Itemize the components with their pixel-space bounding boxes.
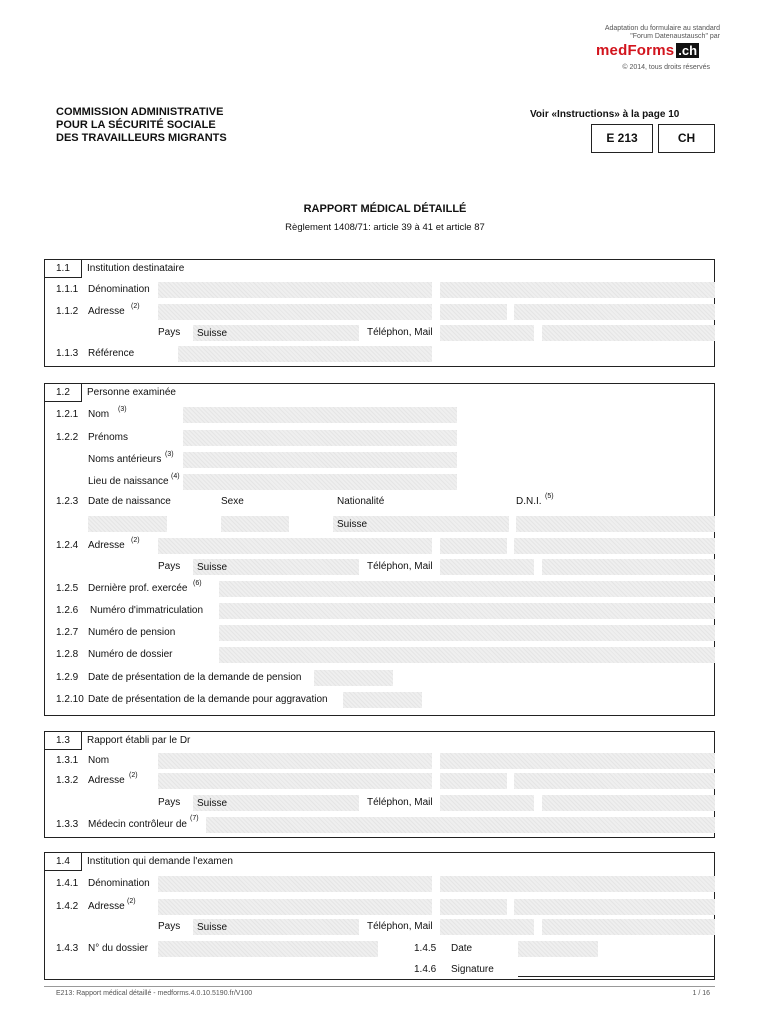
country-code-box: CH [658, 124, 715, 153]
signature-line[interactable] [518, 976, 715, 977]
aggravation-request-date-field[interactable] [343, 692, 422, 708]
institution-mail-field[interactable] [542, 325, 715, 341]
doctor-name-field-2[interactable] [440, 753, 715, 769]
row-1-2-4-number: 1.2.4 [56, 540, 79, 551]
adaptation-text-line1: Adaptation du formulaire au standard [604, 25, 720, 32]
institution-phone-label: Téléphon, Mail [367, 327, 433, 338]
row-1-2-7-label: Numéro de pension [88, 627, 176, 638]
control-doctor-field[interactable] [206, 817, 715, 833]
row-1-4-1-label: Dénomination [88, 878, 150, 889]
row-1-2-2-number: 1.2.2 [56, 432, 79, 443]
institution-name-field-2[interactable] [440, 282, 715, 298]
date-field[interactable] [518, 941, 598, 957]
requesting-country-label: Pays [158, 921, 181, 932]
section-1-2-title: Personne examinée [87, 387, 176, 398]
doctor-phone-field[interactable] [440, 795, 534, 811]
section-1-1-title: Institution destinataire [87, 263, 185, 274]
institution-reference-field[interactable] [178, 346, 432, 362]
adaptation-text-line2: "Forum Datenaustausch" par [630, 33, 720, 40]
row-1-4-5-number: 1.4.5 [414, 943, 437, 954]
person-address-street[interactable] [158, 538, 432, 554]
person-mail-field[interactable] [542, 559, 715, 575]
previous-names-field[interactable] [183, 452, 457, 468]
doctor-mail-field[interactable] [542, 795, 715, 811]
row-1-2-1-footnote: (3) [118, 406, 127, 413]
requesting-mail-field[interactable] [542, 919, 715, 935]
institution-country-field[interactable] [193, 325, 359, 341]
file-number-field[interactable] [219, 647, 715, 663]
requesting-address-street[interactable] [158, 899, 432, 915]
row-1-1-1-number: 1.1.1 [56, 284, 79, 295]
form-code-box: E 213 [591, 124, 653, 153]
row-1-3-2-footnote: (2) [129, 772, 138, 779]
institution-phone-field[interactable] [440, 325, 534, 341]
row-1-3-1-number: 1.3.1 [56, 755, 79, 766]
sex-label: Sexe [221, 496, 244, 507]
row-1-2-6-number: 1.2.6 [56, 605, 79, 616]
doctor-country-label: Pays [158, 797, 181, 808]
birthplace-label: Lieu de naissance [88, 476, 169, 487]
row-1-4-2-label: Adresse [88, 901, 125, 912]
row-1-4-2-footnote: (2) [127, 898, 136, 905]
pension-number-field[interactable] [219, 625, 715, 641]
doctor-address-city[interactable] [514, 773, 715, 789]
requesting-institution-name-1[interactable] [158, 876, 432, 892]
institution-country-label: Pays [158, 327, 181, 338]
birthdate-field[interactable] [88, 516, 167, 532]
footer-page-number: 1 / 16 [692, 990, 710, 997]
section-1-2-number: 1.2 [44, 383, 82, 402]
row-1-1-2-footnote: (2) [131, 303, 140, 310]
nationality-label: Nationalité [337, 496, 385, 507]
row-1-2-3-label: Date de naissance [88, 496, 171, 507]
requesting-file-number-field[interactable] [158, 941, 378, 957]
section-1-4-number: 1.4 [44, 852, 82, 871]
requesting-phone-label: Téléphon, Mail [367, 921, 433, 932]
medforms-logo [596, 42, 699, 60]
birthplace-footnote: (4) [171, 473, 180, 480]
person-name-field[interactable] [183, 407, 457, 423]
instructions-note: Voir «Instructions» à la page 10 [530, 109, 680, 120]
row-1-4-2-number: 1.4.2 [56, 901, 79, 912]
institution-address-street[interactable] [158, 304, 432, 320]
requesting-phone-field[interactable] [440, 919, 534, 935]
row-1-2-2-label: Prénoms [88, 432, 129, 443]
row-1-1-2-label: Adresse [88, 306, 125, 317]
copyright-text: © 2014, tous droits réservés [622, 64, 710, 71]
pension-request-date-field[interactable] [314, 670, 393, 686]
previous-names-label: Noms antérieurs [88, 454, 162, 465]
institution-address-city[interactable] [514, 304, 715, 320]
row-1-4-3-label: N° du dossier [88, 943, 149, 954]
section-1-3-number: 1.3 [44, 731, 82, 750]
row-1-3-1-label: Nom [88, 755, 110, 766]
row-1-2-9-label: Date de présentation de la demande de pension [88, 672, 302, 683]
row-1-2-5-footnote: (6) [193, 580, 202, 587]
institution-name-field-1[interactable] [158, 282, 432, 298]
section-1-3-title: Rapport établi par le Dr [87, 735, 191, 746]
row-1-2-6-label: Numéro d'immatriculation [90, 605, 204, 616]
logo-ch-badge: .ch [678, 43, 698, 58]
person-address-city[interactable] [514, 538, 715, 554]
row-1-1-1-label: Dénomination [88, 284, 150, 295]
row-1-2-1-number: 1.2.1 [56, 409, 79, 420]
row-1-2-8-number: 1.2.8 [56, 649, 79, 660]
row-1-3-2-number: 1.3.2 [56, 775, 79, 786]
row-1-2-1-label: Nom [88, 409, 110, 420]
sex-field[interactable] [221, 516, 289, 532]
row-1-2-5-number: 1.2.5 [56, 583, 79, 594]
dni-label: D.N.I. [516, 496, 542, 507]
commission-line3: DES TRAVAILLEURS MIGRANTS [56, 132, 227, 144]
section-1-4-title: Institution qui demande l'examen [87, 856, 233, 867]
row-1-2-5-label: Dernière prof. exercée [88, 583, 188, 594]
row-1-2-4-footnote: (2) [131, 537, 140, 544]
nationality-field[interactable] [333, 516, 509, 532]
person-phone-label: Téléphon, Mail [367, 561, 433, 572]
row-1-2-3-number: 1.2.3 [56, 496, 79, 507]
person-country-label: Pays [158, 561, 181, 572]
row-1-3-3-label: Médecin contrôleur de [88, 819, 187, 830]
birthplace-field[interactable] [183, 474, 457, 490]
doctor-name-field-1[interactable] [158, 753, 432, 769]
row-1-1-2-number: 1.1.2 [56, 306, 79, 317]
person-address-number[interactable] [440, 538, 507, 554]
person-phone-field[interactable] [440, 559, 534, 575]
row-1-2-10-number: 1.2.10 [56, 694, 84, 705]
doctor-country-field[interactable] [193, 795, 359, 811]
row-1-3-2-label: Adresse [88, 775, 125, 786]
row-1-4-6-number: 1.4.6 [414, 964, 437, 975]
row-1-3-3-number: 1.3.3 [56, 819, 79, 830]
last-profession-field[interactable] [219, 581, 715, 597]
dni-field[interactable] [516, 516, 715, 532]
requesting-country-field[interactable] [193, 919, 359, 935]
registration-number-field[interactable] [219, 603, 715, 619]
requesting-address-city[interactable] [514, 899, 715, 915]
commission-line1: COMMISSION ADMINISTRATIVE [56, 106, 224, 118]
row-1-2-7-number: 1.2.7 [56, 627, 79, 638]
requesting-address-number[interactable] [440, 899, 507, 915]
row-1-3-3-footnote: (7) [190, 815, 199, 822]
row-1-2-8-label: Numéro de dossier [88, 649, 173, 660]
commission-line2: POUR LA SÉCURITÉ SOCIALE [56, 119, 216, 131]
person-country-field[interactable] [193, 559, 359, 575]
row-1-4-3-number: 1.4.3 [56, 943, 79, 954]
doctor-phone-label: Téléphon, Mail [367, 797, 433, 808]
row-1-1-3-number: 1.1.3 [56, 348, 79, 359]
row-1-2-4-label: Adresse [88, 540, 125, 551]
section-1-4-box [44, 852, 715, 980]
logo-main-text: medForms [596, 42, 675, 59]
form-title: RAPPORT MÉDICAL DÉTAILLÉ [303, 203, 467, 215]
doctor-address-number[interactable] [440, 773, 507, 789]
footer-rule [44, 986, 715, 987]
footer-left-text: E213: Rapport médical détaillé - medforms.4.0.10.5190.fr/V100 [56, 990, 253, 997]
row-1-2-10-label: Date de présentation de la demande pour aggravation [88, 694, 328, 705]
dni-footnote: (5) [545, 493, 554, 500]
form-subtitle: Règlement 1408/71: article 39 à 41 et article 87 [285, 222, 485, 233]
previous-names-footnote: (3) [165, 451, 174, 458]
doctor-address-street[interactable] [158, 773, 432, 789]
signature-label: Signature [451, 964, 494, 975]
institution-address-number[interactable] [440, 304, 507, 320]
row-1-4-1-number: 1.4.1 [56, 878, 79, 889]
person-firstname-field[interactable] [183, 430, 457, 446]
date-label: Date [451, 943, 473, 954]
row-1-2-9-number: 1.2.9 [56, 672, 79, 683]
row-1-1-3-label: Référence [88, 348, 135, 359]
section-1-1-number: 1.1 [44, 259, 82, 278]
requesting-institution-name-2[interactable] [440, 876, 715, 892]
